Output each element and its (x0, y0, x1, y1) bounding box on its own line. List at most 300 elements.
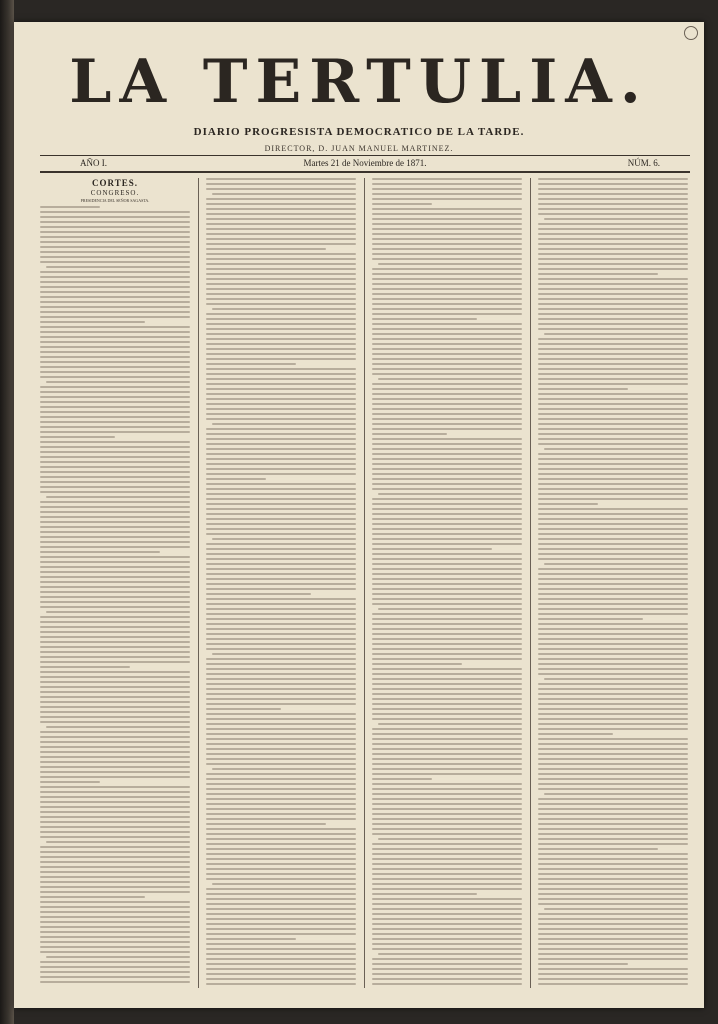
text-line (40, 246, 190, 248)
text-line (40, 281, 190, 283)
text-line (372, 298, 522, 300)
text-line (372, 458, 522, 460)
text-line (40, 781, 100, 783)
text-line (40, 216, 190, 218)
text-line (40, 241, 190, 243)
text-line (372, 188, 522, 190)
text-line (206, 623, 356, 625)
text-line (538, 398, 688, 400)
text-line (206, 693, 356, 695)
text-line (206, 293, 356, 295)
text-line (372, 353, 522, 355)
text-line (206, 223, 356, 225)
text-line (206, 198, 356, 200)
text-line (538, 728, 688, 730)
text-line (206, 863, 356, 865)
text-line (372, 663, 462, 665)
text-line (372, 328, 522, 330)
text-line (206, 503, 356, 505)
text-line (206, 643, 356, 645)
text-line (538, 433, 688, 435)
text-line (40, 286, 190, 288)
text-line (372, 288, 522, 290)
text-line (372, 228, 522, 230)
text-line (538, 608, 688, 610)
text-line (206, 928, 356, 930)
text-line (538, 493, 688, 495)
text-line (538, 313, 688, 315)
text-line (206, 528, 356, 530)
text-line (206, 858, 356, 860)
text-line (372, 968, 522, 970)
text-line (206, 803, 356, 805)
text-line (40, 666, 130, 668)
text-line (538, 523, 688, 525)
text-line (538, 503, 598, 505)
text-line (538, 653, 688, 655)
text-line (372, 423, 522, 425)
text-line (40, 831, 190, 833)
text-line (538, 718, 688, 720)
text-line (40, 836, 190, 838)
text-line (40, 511, 190, 513)
text-line (372, 778, 432, 780)
text-line (538, 658, 688, 660)
text-line (40, 941, 190, 943)
text-line (206, 428, 356, 430)
text-line (40, 976, 190, 978)
section-subheading: CONGRESO. (90, 189, 140, 197)
text-line (206, 878, 356, 880)
text-line (538, 273, 658, 275)
text-line (40, 291, 190, 293)
text-line (206, 333, 356, 335)
text-line (206, 938, 296, 940)
text-line (372, 198, 522, 200)
text-line (372, 243, 522, 245)
text-line (206, 313, 356, 315)
text-line (40, 586, 190, 588)
text-line (206, 463, 356, 465)
text-line (206, 893, 356, 895)
text-line (40, 971, 190, 973)
text-line (40, 731, 190, 733)
text-line (40, 271, 190, 273)
text-line (40, 891, 190, 893)
text-line (538, 968, 688, 970)
text-line (372, 543, 522, 545)
text-line (206, 238, 356, 240)
text-line (538, 633, 688, 635)
text-line (538, 913, 688, 915)
text-line (538, 308, 688, 310)
book-spine (0, 0, 14, 1024)
column-text-lines (538, 178, 688, 985)
text-line (372, 253, 522, 255)
text-line (40, 636, 190, 638)
text-line (538, 328, 688, 330)
text-line (372, 363, 522, 365)
text-line (40, 856, 190, 858)
text-line (40, 641, 190, 643)
text-line (206, 603, 356, 605)
text-line (372, 408, 522, 410)
text-line (544, 563, 688, 565)
article-columns (40, 178, 690, 988)
text-line (40, 571, 190, 573)
text-line (538, 933, 688, 935)
text-line (372, 398, 522, 400)
text-line (206, 253, 356, 255)
text-line (372, 428, 522, 430)
text-line (538, 198, 688, 200)
text-line (372, 208, 522, 210)
text-line (212, 653, 356, 655)
text-line (206, 613, 356, 615)
text-line (206, 268, 356, 270)
text-line (40, 821, 190, 823)
text-line (40, 256, 190, 258)
text-line (40, 631, 190, 633)
text-line (538, 853, 688, 855)
text-line (206, 388, 356, 390)
text-line (538, 628, 688, 630)
text-line (40, 451, 190, 453)
issue-info-bar (40, 158, 690, 170)
text-line (40, 416, 190, 418)
text-line (372, 688, 522, 690)
text-line (40, 766, 190, 768)
text-line (40, 426, 190, 428)
text-line (372, 808, 522, 810)
text-line (372, 368, 522, 370)
text-line (206, 718, 356, 720)
text-line (206, 453, 356, 455)
text-line (372, 623, 522, 625)
text-line (372, 908, 522, 910)
text-line (46, 611, 190, 613)
text-line (538, 418, 688, 420)
column-4 (538, 178, 688, 988)
page-corner-mark (684, 26, 698, 40)
text-line (372, 733, 522, 735)
text-line (206, 838, 356, 840)
text-line (372, 258, 522, 260)
text-line (538, 868, 688, 870)
text-line (40, 926, 190, 928)
text-line (206, 203, 356, 205)
text-line (206, 398, 356, 400)
text-line (372, 418, 522, 420)
text-line (206, 403, 356, 405)
text-line (538, 403, 688, 405)
text-line (40, 391, 190, 393)
text-line (46, 496, 190, 498)
text-line (538, 348, 688, 350)
text-line (40, 226, 190, 228)
text-line (372, 318, 477, 320)
text-line (538, 803, 688, 805)
text-line (538, 703, 688, 705)
text-line (206, 808, 356, 810)
text-line (538, 923, 688, 925)
text-line (538, 288, 688, 290)
text-line (538, 543, 688, 545)
text-line (206, 553, 356, 555)
text-line (372, 698, 522, 700)
text-line (538, 583, 688, 585)
text-line (372, 683, 522, 685)
text-line (372, 788, 522, 790)
text-line (538, 318, 688, 320)
text-line (372, 883, 522, 885)
text-line (40, 936, 190, 938)
text-line (206, 873, 356, 875)
text-line (538, 363, 688, 365)
text-line (544, 908, 688, 910)
text-line (538, 378, 688, 380)
newspaper-page[interactable] (14, 22, 704, 1008)
text-line (206, 683, 356, 685)
text-line (40, 326, 190, 328)
text-line (206, 303, 356, 305)
text-line (538, 408, 688, 410)
text-line (372, 403, 522, 405)
text-line (206, 638, 356, 640)
text-line (206, 338, 356, 340)
text-line (372, 848, 522, 850)
text-line (538, 473, 688, 475)
text-line (538, 193, 688, 195)
text-line (40, 376, 190, 378)
text-line (40, 306, 190, 308)
text-line (372, 633, 522, 635)
text-line (372, 468, 522, 470)
text-line (40, 786, 190, 788)
text-line (206, 543, 356, 545)
text-line (40, 236, 190, 238)
text-line (40, 341, 190, 343)
text-line (538, 538, 688, 540)
text-line (372, 843, 522, 845)
text-line (206, 298, 356, 300)
text-line (40, 406, 190, 408)
text-line (206, 923, 356, 925)
text-line (538, 278, 688, 280)
text-line (206, 523, 356, 525)
text-line (372, 613, 522, 615)
text-line (538, 478, 688, 480)
text-line (206, 663, 356, 665)
text-line (372, 718, 522, 720)
text-line (206, 973, 356, 975)
text-line (206, 413, 356, 415)
top-rule (40, 155, 690, 156)
column-text-lines (372, 178, 522, 985)
text-line (372, 413, 522, 415)
text-line (538, 533, 688, 535)
text-line (372, 913, 522, 915)
text-line (372, 708, 522, 710)
text-line (40, 796, 190, 798)
text-line (372, 653, 522, 655)
text-line (372, 348, 522, 350)
text-line (372, 183, 522, 185)
text-line (538, 948, 688, 950)
text-line (206, 183, 356, 185)
text-line (538, 568, 688, 570)
text-line (206, 373, 356, 375)
issue-volume: AÑO I. (80, 158, 107, 168)
text-line (206, 608, 356, 610)
text-line (40, 401, 190, 403)
text-line (206, 898, 356, 900)
text-line (372, 578, 522, 580)
text-line (538, 893, 688, 895)
text-line (40, 851, 190, 853)
text-line (206, 208, 356, 210)
text-line (206, 633, 356, 635)
text-line (40, 901, 190, 903)
text-line (206, 258, 356, 260)
text-line (372, 498, 522, 500)
text-line (372, 333, 522, 335)
text-line (538, 723, 688, 725)
text-line (206, 508, 356, 510)
text-line (538, 788, 688, 790)
text-line (206, 558, 356, 560)
text-line (372, 888, 522, 890)
text-line (372, 433, 447, 435)
text-line (206, 628, 356, 630)
text-line (372, 678, 522, 680)
text-line (372, 478, 522, 480)
issue-date: Martes 21 de Noviembre de 1871. (303, 158, 427, 168)
text-line (40, 251, 190, 253)
text-line (372, 553, 522, 555)
text-line (206, 798, 356, 800)
text-line (372, 603, 522, 605)
text-line (378, 953, 522, 955)
text-line (40, 741, 190, 743)
text-line (538, 293, 688, 295)
text-line (206, 868, 356, 870)
text-line (538, 878, 688, 880)
text-line (372, 513, 522, 515)
text-line (40, 491, 190, 493)
text-line (40, 566, 190, 568)
text-line (46, 841, 190, 843)
text-line (40, 456, 190, 458)
column-separator (198, 178, 199, 988)
text-line (372, 558, 522, 560)
text-line (206, 533, 356, 535)
text-line (40, 811, 190, 813)
text-line (538, 553, 688, 555)
text-line (372, 293, 522, 295)
text-line (372, 283, 522, 285)
text-line (538, 598, 688, 600)
text-line (206, 738, 356, 740)
text-line (372, 928, 522, 930)
text-line (372, 878, 522, 880)
text-line (206, 848, 356, 850)
text-line (206, 418, 356, 420)
text-line (40, 746, 190, 748)
text-line (372, 973, 522, 975)
text-line (40, 476, 190, 478)
text-line (538, 233, 688, 235)
text-line (40, 576, 190, 578)
text-line (538, 753, 688, 755)
text-line (206, 383, 356, 385)
text-line (206, 218, 356, 220)
text-line (206, 363, 296, 365)
text-line (40, 621, 190, 623)
text-line (46, 381, 190, 383)
column-text-lines (206, 178, 356, 985)
text-line (372, 763, 522, 765)
text-line (40, 516, 190, 518)
text-line (40, 911, 190, 913)
text-line (538, 928, 688, 930)
text-line (538, 383, 688, 385)
text-line (372, 518, 522, 520)
text-line (538, 898, 688, 900)
text-line (372, 858, 522, 860)
text-line (538, 863, 688, 865)
text-line (538, 833, 688, 835)
text-line (372, 268, 522, 270)
text-line (206, 408, 356, 410)
text-line (46, 726, 190, 728)
text-line (206, 723, 356, 725)
text-line (206, 273, 356, 275)
text-line (40, 531, 190, 533)
text-line (40, 916, 190, 918)
text-line (372, 358, 522, 360)
text-line (378, 838, 522, 840)
text-line (206, 958, 356, 960)
text-line (538, 268, 688, 270)
text-line (372, 828, 522, 830)
text-line (206, 478, 266, 480)
text-line (206, 353, 356, 355)
text-line (538, 488, 688, 490)
text-line (40, 776, 190, 778)
text-line (40, 311, 190, 313)
text-line (538, 963, 628, 965)
text-line (40, 596, 190, 598)
text-line (40, 471, 190, 473)
text-line (372, 323, 522, 325)
text-line (372, 593, 522, 595)
masthead-director: DIRECTOR, D. JUAN MANUEL MARTINEZ. (264, 144, 454, 153)
text-line (40, 626, 190, 628)
text-line (538, 248, 688, 250)
text-line (538, 713, 688, 715)
text-line (40, 206, 100, 208)
text-line (212, 883, 356, 885)
bottom-rule (40, 171, 690, 173)
text-line (40, 541, 190, 543)
text-line (40, 616, 190, 618)
text-line (40, 446, 190, 448)
text-line (538, 438, 688, 440)
text-line (40, 336, 190, 338)
text-line (538, 283, 688, 285)
text-line (40, 816, 190, 818)
